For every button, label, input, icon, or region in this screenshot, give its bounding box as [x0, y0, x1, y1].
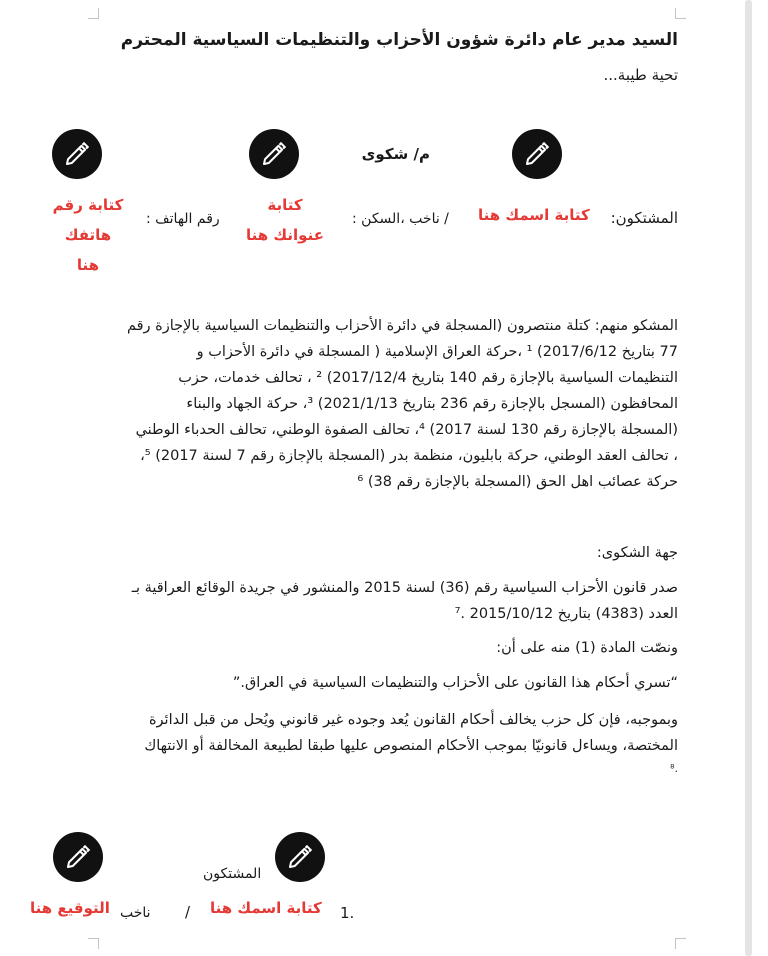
- paragraph-line: (المسجلة بالإجازة رقم 130 لسنة 2017) ⁴، تحالف الصفوة الوطني، تحالف الحدباء الوطني: [135, 422, 678, 438]
- phone-placeholder-hint[interactable]: [28, 190, 148, 280]
- crop-mark-top-right: [675, 8, 686, 19]
- edit-pencil-button[interactable]: [53, 832, 103, 882]
- voter-label: ناخب: [120, 905, 151, 921]
- section-heading: جهة الشكوى:: [596, 545, 678, 561]
- phone-label: رقم الهاتف :: [146, 211, 220, 227]
- paragraph-line: المحافظون (المسجل بالإجازة رقم 236 بتاريخ 2021/1/13) ³، حركة الجهاد والبناء: [186, 396, 678, 412]
- paragraph-line: التنظيمات السياسية بالإجازة رقم 140 بتاريخ 2017/12/4) ² ، تحالف خدمات، حزب: [178, 370, 678, 386]
- signature-name-hint[interactable]: كتابة اسمك هنا: [210, 899, 322, 917]
- address-placeholder-hint[interactable]: [240, 190, 330, 250]
- paragraph-line: 77 بتاريخ 2017/6/12) ¹ ،حركة العراق الإسلامية ( المسجلة في دائرة الأحزاب و: [196, 344, 678, 360]
- signature-number: 1.: [340, 904, 355, 922]
- pencil-icon: [63, 842, 93, 872]
- voter-residence-label: / ناخب ،السكن :: [352, 211, 449, 227]
- pencil-icon: [285, 842, 315, 872]
- paragraph-line: ونصّت المادة (1) منه على أن:: [496, 640, 678, 656]
- address-hint-line: كتابة: [267, 196, 303, 214]
- page-scrollbar[interactable]: [745, 0, 752, 956]
- greeting: تحية طيبة...: [603, 66, 678, 84]
- paragraph-line: وبموجبه، فإن كل حزب يخالف أحكام القانون يُعد وجوده غير قانوني ويُحل من قبل الدائرة: [148, 712, 678, 728]
- paragraph-line: العدد (4383) بتاريخ 2015/10/12 .⁷: [454, 606, 678, 622]
- crop-mark-top-left: [88, 8, 99, 19]
- signature-hint[interactable]: التوقيع هنا: [30, 899, 110, 917]
- phone-hint-line: كتابة رقم هاتفك: [52, 196, 124, 244]
- pencil-icon: [522, 139, 552, 169]
- paragraph-line: .⁸: [670, 762, 678, 775]
- pencil-icon: [259, 139, 289, 169]
- edit-pencil-button[interactable]: [249, 129, 299, 179]
- pencil-icon: [62, 139, 92, 169]
- address-hint-line: عنوانك هنا: [246, 226, 324, 244]
- edit-pencil-button[interactable]: [275, 832, 325, 882]
- complainant-label: المشتكون:: [610, 209, 678, 227]
- subject-line: م/ شكوى: [361, 145, 430, 163]
- phone-hint-line: هنا: [76, 256, 100, 274]
- name-placeholder-hint[interactable]: كتابة اسمك هنا: [478, 206, 590, 224]
- crop-mark-bottom-right: [675, 938, 686, 949]
- paragraph-line: صدر قانون الأحزاب السياسية رقم (36) لسنة 2015 والمنشور في جريدة الوقائع العراقية بـ: [131, 580, 678, 596]
- paragraph-line: حركة عصائب اهل الحق (المسجلة بالإجازة رقم 38) ⁶: [357, 474, 678, 490]
- paragraph-line: المختصة، ويساءل قانونيّا بموجب الأحكام المنصوص عليها طبقا لطبيعة المخالفة أو الانتهاك: [144, 738, 678, 754]
- crop-mark-bottom-left: [88, 938, 99, 949]
- signature-slash: /: [185, 903, 191, 921]
- letter-title: السيد مدير عام دائرة شؤون الأحزاب والتنظيمات السياسية المحترم: [120, 30, 678, 50]
- edit-pencil-button[interactable]: [52, 129, 102, 179]
- paragraph-line: ، تحالف العقد الوطني، حركة بابليون، منظمة بدر (المسجلة بالإجازة رقم 7 لسنة 2017) ⁵،: [140, 448, 678, 464]
- quoted-article: “تسري أحكام هذا القانون على الأحزاب والتنظيمات السياسية في العراق.”: [232, 675, 678, 691]
- signature-label: المشتكون: [203, 866, 262, 882]
- paragraph-line: المشكو منهم: كتلة منتصرون (المسجلة في دائرة الأحزاب والتنظيمات السياسية بالإجازة رقم: [126, 318, 678, 334]
- edit-pencil-button[interactable]: [512, 129, 562, 179]
